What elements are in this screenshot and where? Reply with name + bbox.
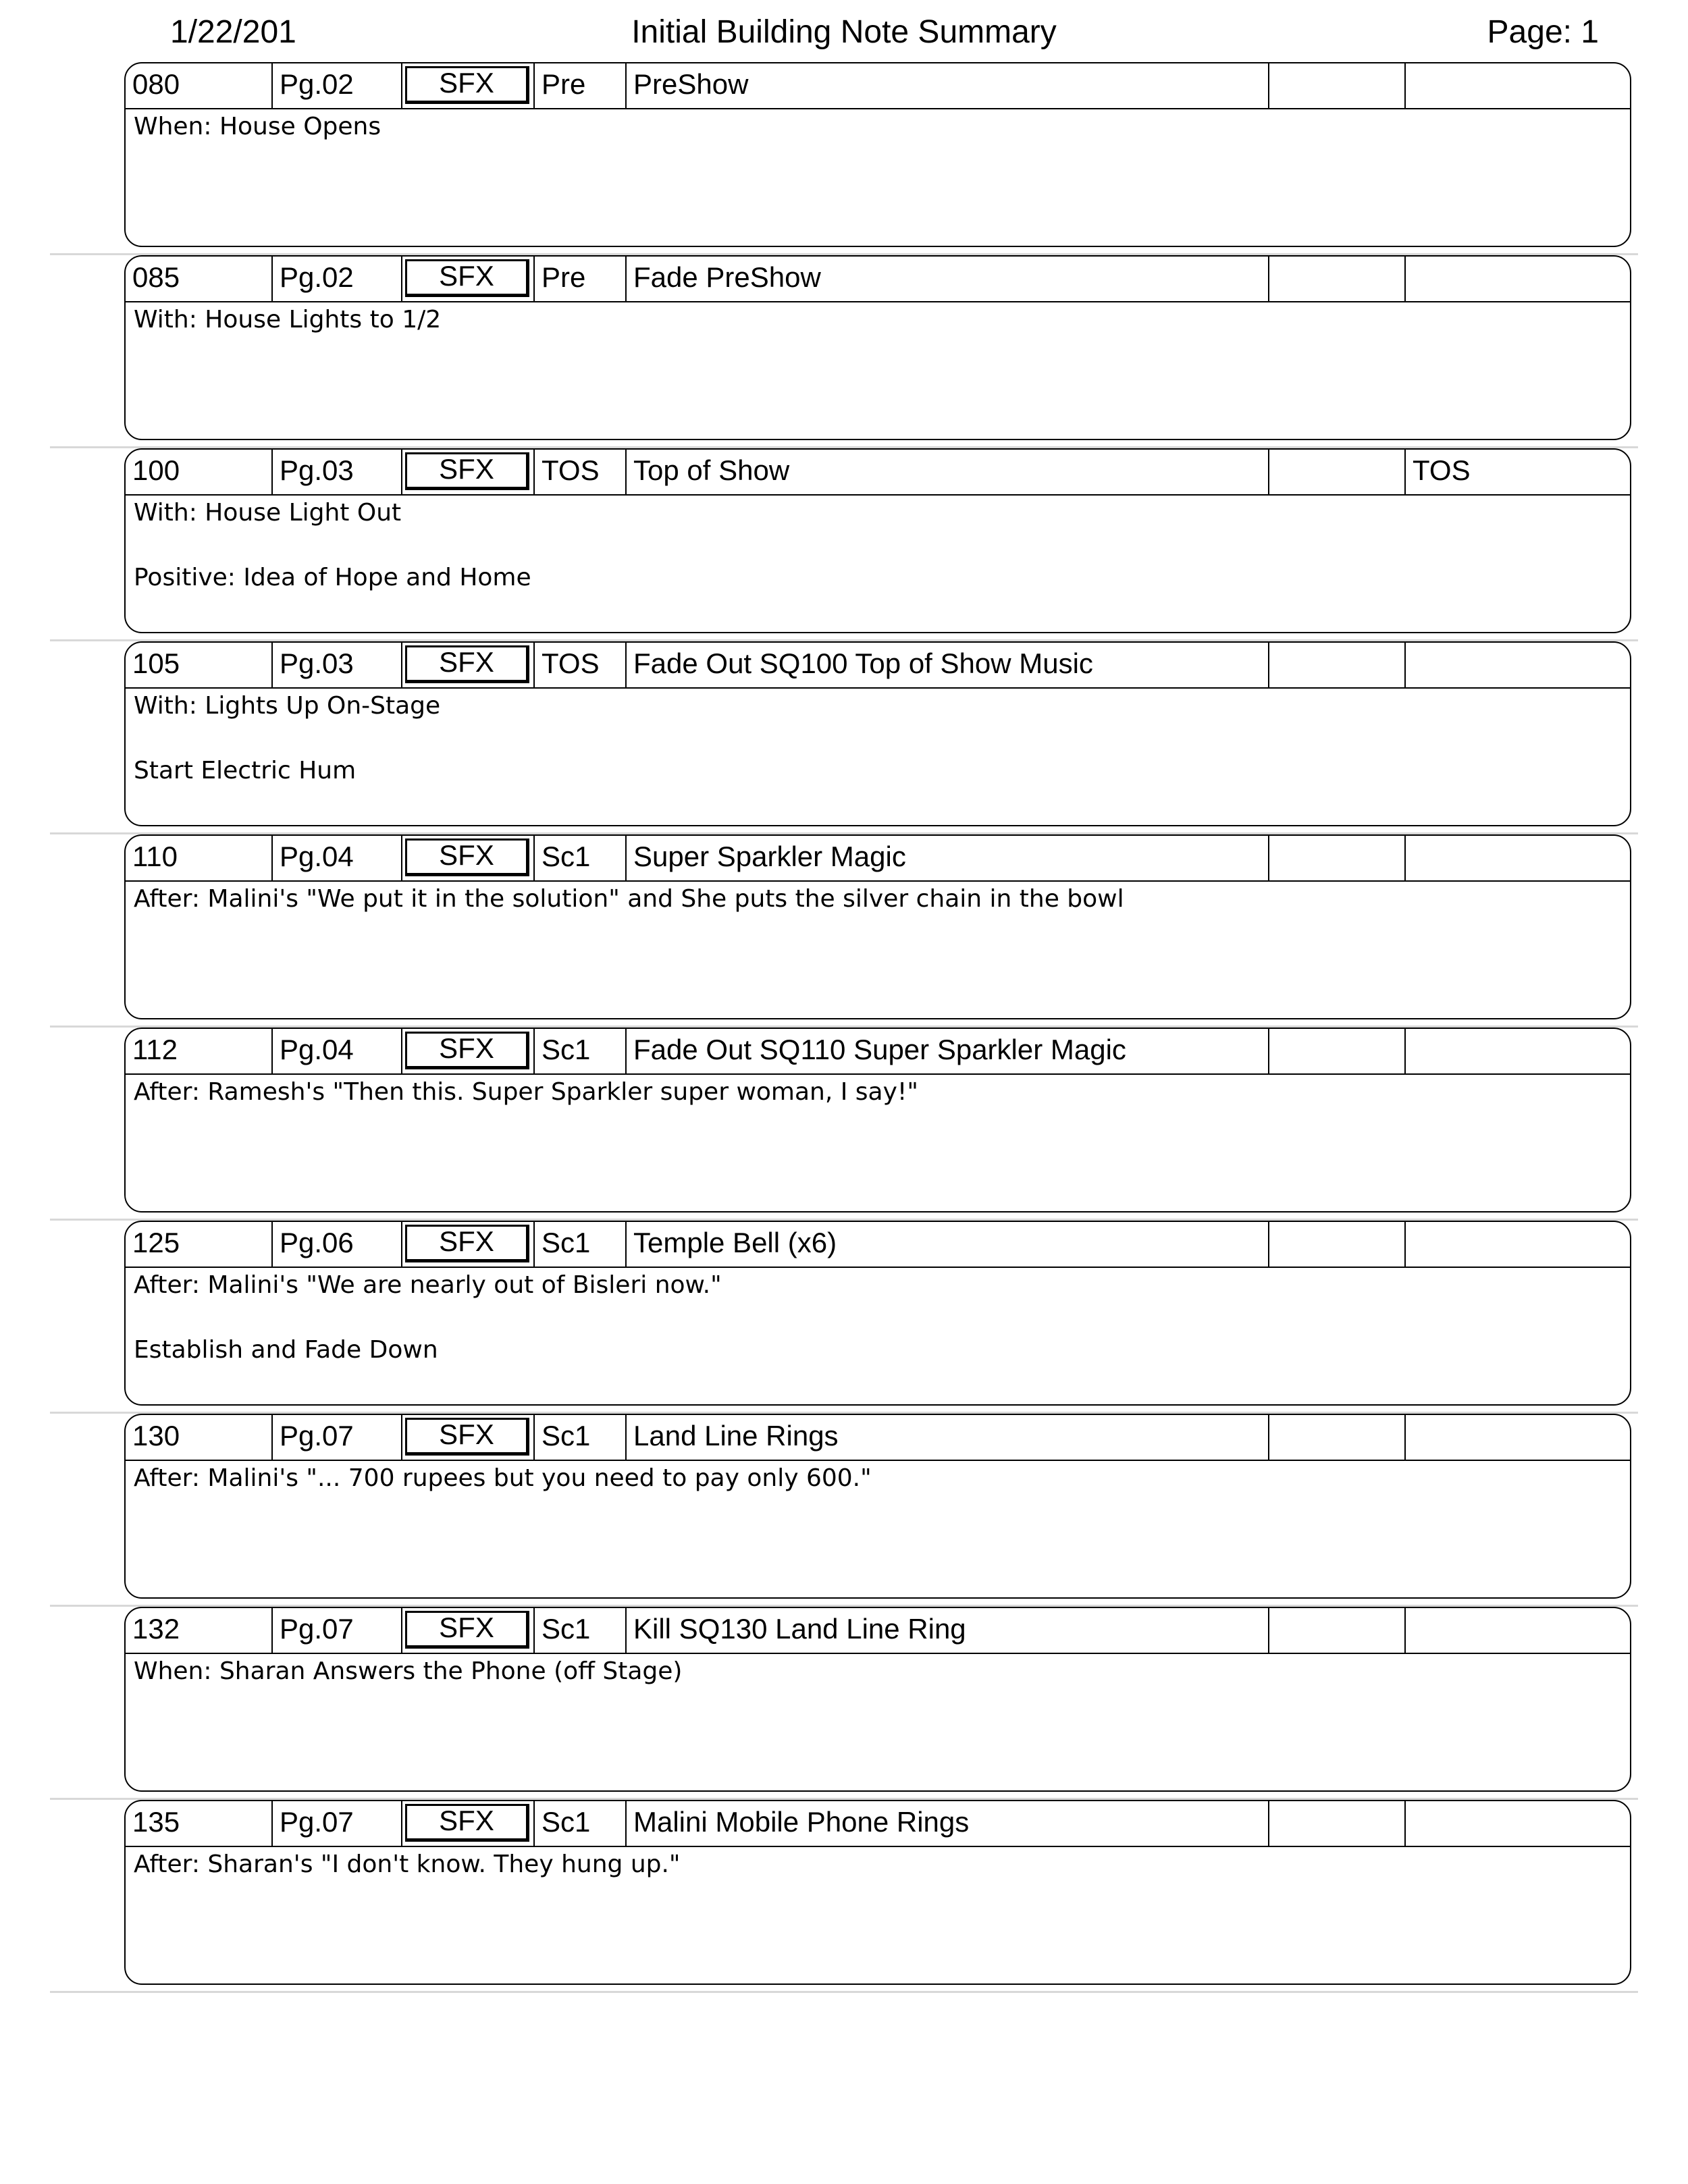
cue-header-row bbox=[126, 450, 1630, 496]
scene: TOS bbox=[535, 450, 627, 494]
cue-card bbox=[124, 1028, 1631, 1213]
cue-type-cell bbox=[402, 1801, 535, 1846]
cue-type-cell bbox=[402, 836, 535, 880]
cue-extra-field bbox=[1269, 1222, 1406, 1267]
cue-header-row bbox=[126, 257, 1630, 302]
cue-entry bbox=[0, 1028, 1688, 1221]
cue-type-cell bbox=[402, 1415, 535, 1460]
cue-notes bbox=[134, 1269, 1622, 1399]
cue-notes bbox=[134, 1462, 1622, 1527]
cue-type: SFX bbox=[405, 838, 529, 876]
scene: Sc1 bbox=[535, 1608, 627, 1653]
cue-number: 080 bbox=[126, 63, 273, 108]
cue-description: PreShow bbox=[627, 63, 1269, 108]
cue-type: SFX bbox=[405, 66, 529, 104]
cue-description: Super Sparkler Magic bbox=[627, 836, 1269, 880]
cue-type-cell bbox=[402, 1608, 535, 1653]
cue-number: 130 bbox=[126, 1415, 273, 1460]
cue-extra-field bbox=[1406, 836, 1631, 880]
cue-header-row bbox=[126, 643, 1630, 689]
cue-card bbox=[124, 1800, 1631, 1985]
cue-extra-field bbox=[1269, 643, 1406, 687]
cue-entry bbox=[0, 1221, 1688, 1414]
cue-entry bbox=[0, 62, 1688, 255]
script-page: Pg.02 bbox=[273, 257, 402, 301]
cue-header-row bbox=[126, 1415, 1630, 1461]
report-date: 1/22/201 bbox=[170, 14, 296, 50]
cue-number: 100 bbox=[126, 450, 273, 494]
scene: TOS bbox=[535, 643, 627, 687]
script-page: Pg.06 bbox=[273, 1222, 402, 1267]
script-page: Pg.03 bbox=[273, 450, 402, 494]
row-divider bbox=[50, 1991, 1638, 1993]
cue-note-line: With: House Light Out bbox=[134, 499, 402, 527]
scene: Sc1 bbox=[535, 836, 627, 880]
cue-extra-field bbox=[1269, 1415, 1406, 1460]
cue-type: SFX bbox=[405, 1032, 529, 1069]
cue-type: SFX bbox=[405, 1611, 529, 1649]
cue-type: SFX bbox=[405, 259, 529, 297]
cue-notes bbox=[134, 1076, 1622, 1141]
scene: Sc1 bbox=[535, 1029, 627, 1073]
cue-number: 110 bbox=[126, 836, 273, 880]
script-page: Pg.02 bbox=[273, 63, 402, 108]
cue-type-cell bbox=[402, 1222, 535, 1267]
cue-type-cell bbox=[402, 643, 535, 687]
cue-description: Malini Mobile Phone Rings bbox=[627, 1801, 1269, 1846]
cue-header-row bbox=[126, 836, 1630, 882]
cue-entry bbox=[0, 641, 1688, 834]
cue-card bbox=[124, 1221, 1631, 1406]
script-page: Pg.07 bbox=[273, 1801, 402, 1846]
cue-entry bbox=[0, 255, 1688, 448]
cue-extra-field bbox=[1269, 1608, 1406, 1653]
scene: Sc1 bbox=[535, 1801, 627, 1846]
cue-extra-field bbox=[1269, 450, 1406, 494]
cue-extra-field bbox=[1269, 836, 1406, 880]
cue-number: 125 bbox=[126, 1222, 273, 1267]
cue-card bbox=[124, 448, 1631, 633]
cue-type-cell bbox=[402, 450, 535, 494]
cue-number: 112 bbox=[126, 1029, 273, 1073]
cue-extra-field bbox=[1406, 63, 1631, 108]
cue-number: 135 bbox=[126, 1801, 273, 1846]
cue-card bbox=[124, 1414, 1631, 1599]
cue-number: 132 bbox=[126, 1608, 273, 1653]
cue-description: Fade Out SQ110 Super Sparkler Magic bbox=[627, 1029, 1269, 1073]
cue-extra-field bbox=[1269, 1029, 1406, 1073]
cue-notes bbox=[134, 690, 1622, 820]
cue-type: SFX bbox=[405, 1225, 529, 1262]
cue-header-row bbox=[126, 1801, 1630, 1847]
cue-card bbox=[124, 834, 1631, 1019]
cue-extra-field bbox=[1406, 643, 1631, 687]
cue-notes bbox=[134, 1655, 1622, 1720]
cue-description: Top of Show bbox=[627, 450, 1269, 494]
report-title: Initial Building Note Summary bbox=[631, 14, 1057, 50]
cue-header-row bbox=[126, 63, 1630, 109]
cue-number: 105 bbox=[126, 643, 273, 687]
cue-card bbox=[124, 62, 1631, 247]
cue-list bbox=[0, 62, 1688, 1993]
script-page: Pg.07 bbox=[273, 1415, 402, 1460]
scene: Pre bbox=[535, 63, 627, 108]
cue-card bbox=[124, 255, 1631, 440]
script-page: Pg.04 bbox=[273, 1029, 402, 1073]
cue-note-line: After: Malini's "We put it in the solution" and She puts the silver chain in the bowl bbox=[134, 885, 1124, 913]
cue-notes bbox=[134, 304, 1622, 369]
page-number: Page: 1 bbox=[1487, 14, 1599, 50]
cue-notes bbox=[134, 883, 1622, 948]
cue-note-line: After: Sharan's "I don't know. They hung up." bbox=[134, 1850, 681, 1878]
cue-extra-field bbox=[1406, 1608, 1631, 1653]
cue-type: SFX bbox=[405, 1804, 529, 1842]
cue-description: Fade Out SQ100 Top of Show Music bbox=[627, 643, 1269, 687]
cue-extra-field bbox=[1269, 1801, 1406, 1846]
cue-note-line: When: Sharan Answers the Phone (off Stage) bbox=[134, 1657, 683, 1685]
cue-extra-field bbox=[1269, 257, 1406, 301]
cue-type-cell bbox=[402, 1029, 535, 1073]
scene: Pre bbox=[535, 257, 627, 301]
cue-note-line: Establish and Fade Down bbox=[134, 1336, 438, 1364]
cue-entry bbox=[0, 834, 1688, 1028]
cue-extra-field bbox=[1269, 63, 1406, 108]
cue-note-line: After: Malini's "... 700 rupees but you need to pay only 600." bbox=[134, 1464, 872, 1492]
cue-type: SFX bbox=[405, 1418, 529, 1456]
cue-note-line: Start Electric Hum bbox=[134, 757, 357, 784]
scene: Sc1 bbox=[535, 1222, 627, 1267]
cue-note-line: With: Lights Up On-Stage bbox=[134, 692, 441, 720]
cue-notes bbox=[134, 497, 1622, 627]
cue-extra-field bbox=[1406, 1222, 1631, 1267]
cue-note-line: After: Ramesh's "Then this. Super Sparkler super woman, I say!" bbox=[134, 1078, 918, 1106]
cue-header-row bbox=[126, 1029, 1630, 1075]
scene: Sc1 bbox=[535, 1415, 627, 1460]
cue-header-row bbox=[126, 1608, 1630, 1654]
script-page: Pg.03 bbox=[273, 643, 402, 687]
cue-description: Fade PreShow bbox=[627, 257, 1269, 301]
cue-entry bbox=[0, 448, 1688, 641]
cue-entry bbox=[0, 1607, 1688, 1800]
cue-note-line: Positive: Idea of Hope and Home bbox=[134, 564, 531, 591]
cue-notes bbox=[134, 1848, 1622, 1913]
cue-extra-field bbox=[1406, 257, 1631, 301]
cue-description: Temple Bell (x6) bbox=[627, 1222, 1269, 1267]
cue-header-row bbox=[126, 1222, 1630, 1268]
cue-extra-field: TOS bbox=[1413, 454, 1471, 486]
cue-extra-field bbox=[1406, 1801, 1631, 1846]
cue-description: Land Line Rings bbox=[627, 1415, 1269, 1460]
cue-type-cell bbox=[402, 257, 535, 301]
cue-notes bbox=[134, 111, 1622, 176]
cue-number: 085 bbox=[126, 257, 273, 301]
cue-note-line: When: House Opens bbox=[134, 113, 381, 140]
cue-note-line: After: Malini's "We are nearly out of Bisleri now." bbox=[134, 1271, 722, 1299]
cue-type: SFX bbox=[405, 452, 529, 490]
cue-entry bbox=[0, 1414, 1688, 1607]
script-page: Pg.04 bbox=[273, 836, 402, 880]
cue-note-line: With: House Lights to 1/2 bbox=[134, 306, 442, 334]
cue-extra-field bbox=[1406, 1029, 1631, 1073]
cue-extra-field bbox=[1406, 1415, 1631, 1460]
cue-type-cell bbox=[402, 63, 535, 108]
cue-type: SFX bbox=[405, 645, 529, 683]
cue-description: Kill SQ130 Land Line Ring bbox=[627, 1608, 1269, 1653]
cue-entry bbox=[0, 1800, 1688, 1993]
script-page: Pg.07 bbox=[273, 1608, 402, 1653]
cue-card bbox=[124, 641, 1631, 826]
cue-card bbox=[124, 1607, 1631, 1792]
